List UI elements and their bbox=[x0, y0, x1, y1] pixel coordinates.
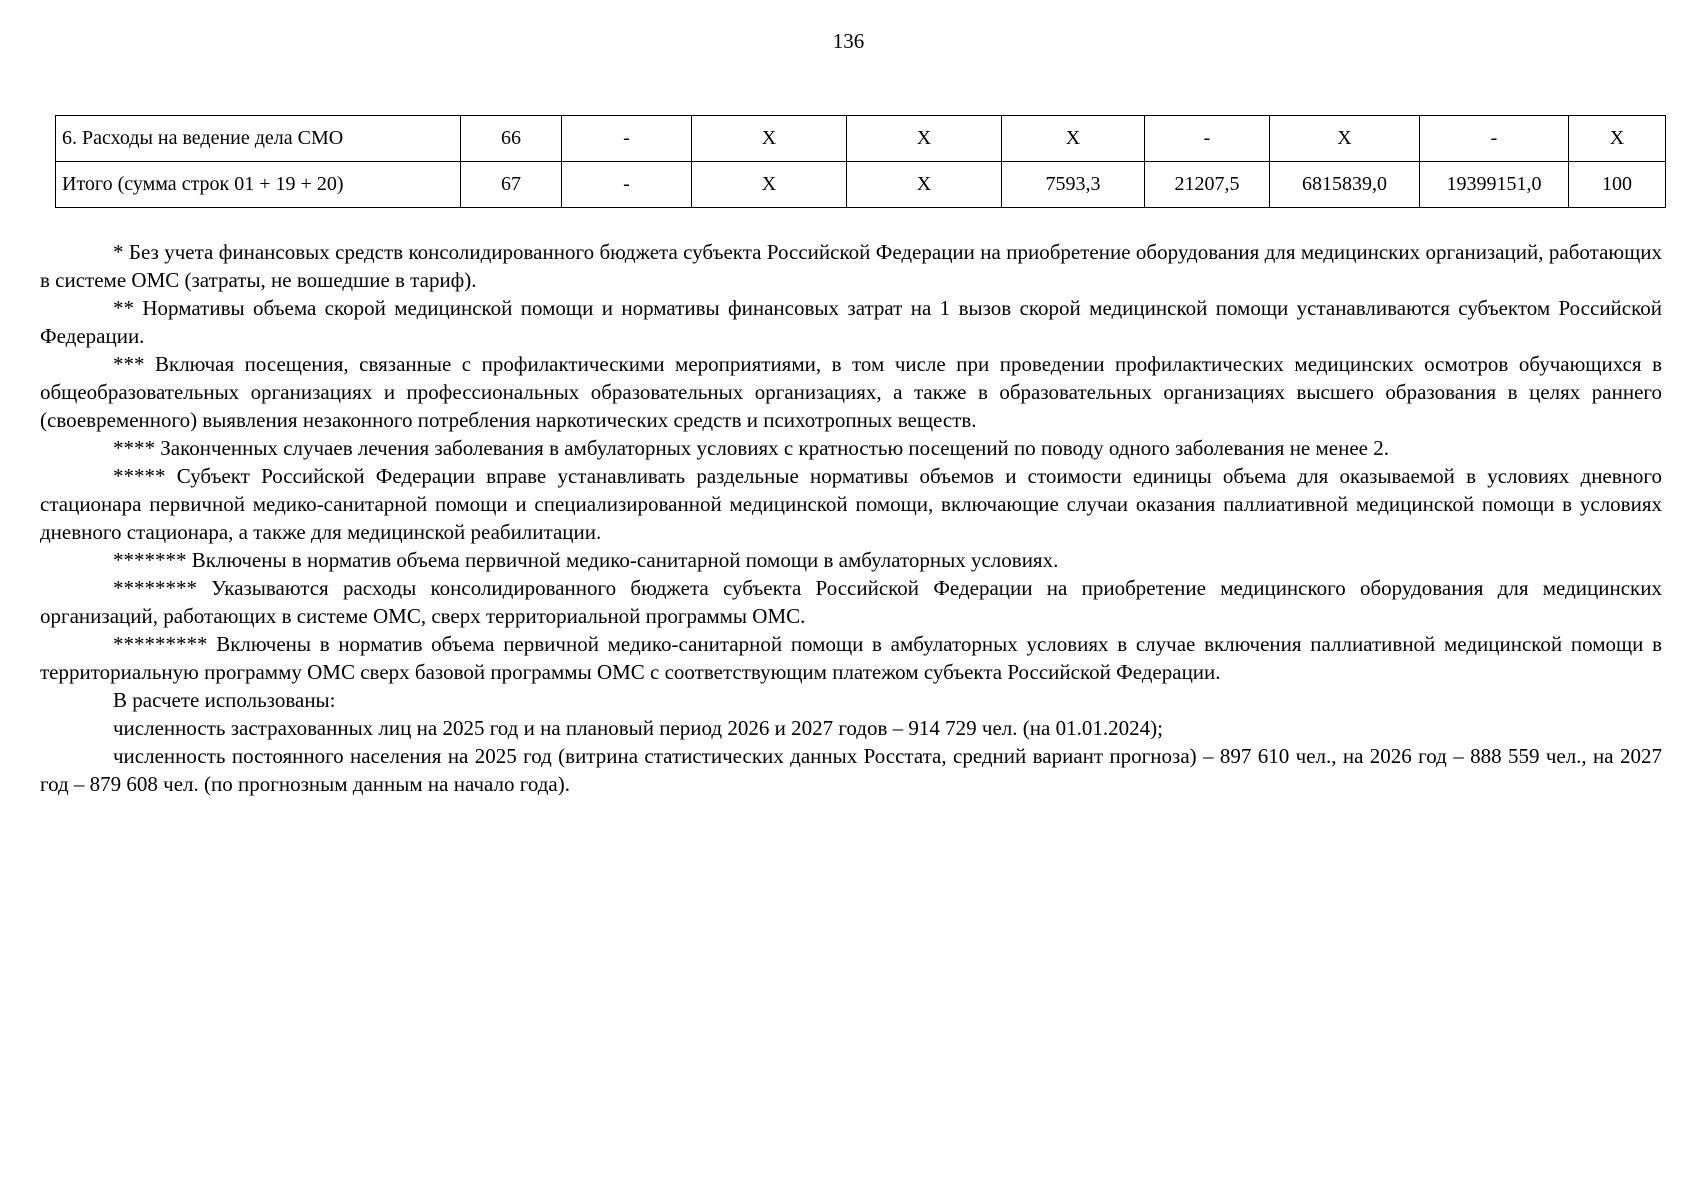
calculation-item: численность застрахованных лиц на 2025 год и на плановый период 2026 и 2027 годов – 914 729 чел. (на 01.01.2024); bbox=[113, 716, 1163, 740]
footnote: ********* Включены в норматив объема первичной медико-санитарной помощи в амбулаторных условиях в случае включения паллиативной медицинской помощи в территориальную программу ОМС сверх базовой программы ОМС с соответствующим платежом субъекта Российской Федерации. bbox=[40, 632, 1662, 684]
footnotes bbox=[40, 238, 1662, 798]
table-cell: X bbox=[1270, 116, 1420, 162]
table-cell: 19399151,0 bbox=[1420, 162, 1569, 208]
table-cell: 67 bbox=[461, 162, 562, 208]
data-table bbox=[55, 115, 1666, 208]
table-cell: X bbox=[1569, 116, 1666, 162]
table-cell: 100 bbox=[1569, 162, 1666, 208]
footnote: * Без учета финансовых средств консолидированного бюджета субъекта Российской Федерации на приобретение оборудования для медицинских организаций, работающих в системе ОМС (затраты, не вошедшие в тариф). bbox=[40, 240, 1662, 292]
page-number: 136 bbox=[832, 29, 865, 53]
table-cell: X bbox=[692, 162, 847, 208]
table-cell: X bbox=[847, 116, 1002, 162]
table-cell: X bbox=[1002, 116, 1145, 162]
calculation-item: численность постоянного населения на 2025 год (витрина статистических данных Росстата, средний вариант прогноза) – 897 610 чел., на 2026 год – 888 559 чел., на 2027 год – 879 608 чел. (по прогнозным данным на начало года). bbox=[40, 744, 1662, 796]
footnote: ** Нормативы объема скорой медицинской помощи и нормативы финансовых затрат на 1 вызов скорой медицинской помощи устанавливаются субъектом Российской Федерации. bbox=[40, 296, 1662, 348]
table-row bbox=[56, 116, 1666, 162]
table-row bbox=[56, 162, 1666, 208]
footnote: ******** Указываются расходы консолидированного бюджета субъекта Российской Федерации на приобретение медицинского оборудования для медицинских организаций, работающих в системе ОМС, сверх территориальной программы ОМС. bbox=[40, 576, 1662, 628]
footnote: ***** Субъект Российской Федерации вправе устанавливать раздельные нормативы объемов и стоимости единицы объема для оказываемой в условиях дневного стационара первичной медико-санитарной помощи и специализированной медицинской помощи, включающие случаи оказания паллиативной медицинской помощи в условиях дневного стационара, а также для медицинской реабилитации. bbox=[40, 464, 1662, 544]
table-cell: 6815839,0 bbox=[1270, 162, 1420, 208]
footnote: *** Включая посещения, связанные с профилактическими мероприятиями, в том числе при проведении профилактических медицинских осмотров обучающихся в общеобразовательных организациях и профессиональных образовательных организациях, а также в образовательных организациях высшего образования в целях раннего (своевременного) выявления незаконного потребления наркотических средств и психотропных веществ. bbox=[40, 352, 1662, 432]
table-cell: 66 bbox=[461, 116, 562, 162]
table-cell: - bbox=[562, 116, 692, 162]
table-cell: 21207,5 bbox=[1145, 162, 1270, 208]
table-cell: - bbox=[1145, 116, 1270, 162]
table-cell: - bbox=[562, 162, 692, 208]
footnote: **** Законченных случаев лечения заболевания в амбулаторных условиях с кратностью посещений по поводу одного заболевания не менее 2. bbox=[113, 436, 1389, 460]
table-cell: X bbox=[692, 116, 847, 162]
row-label: Итого (сумма строк 01 + 19 + 20) bbox=[56, 162, 461, 208]
table-cell: - bbox=[1420, 116, 1569, 162]
table-cell: 7593,3 bbox=[1002, 162, 1145, 208]
row-label: 6. Расходы на ведение дела СМО bbox=[56, 116, 461, 162]
footnote: ******* Включены в норматив объема первичной медико-санитарной помощи в амбулаторных условиях. bbox=[113, 548, 1059, 572]
table-cell: X bbox=[847, 162, 1002, 208]
calculation-heading: В расчете использованы: bbox=[113, 688, 336, 712]
